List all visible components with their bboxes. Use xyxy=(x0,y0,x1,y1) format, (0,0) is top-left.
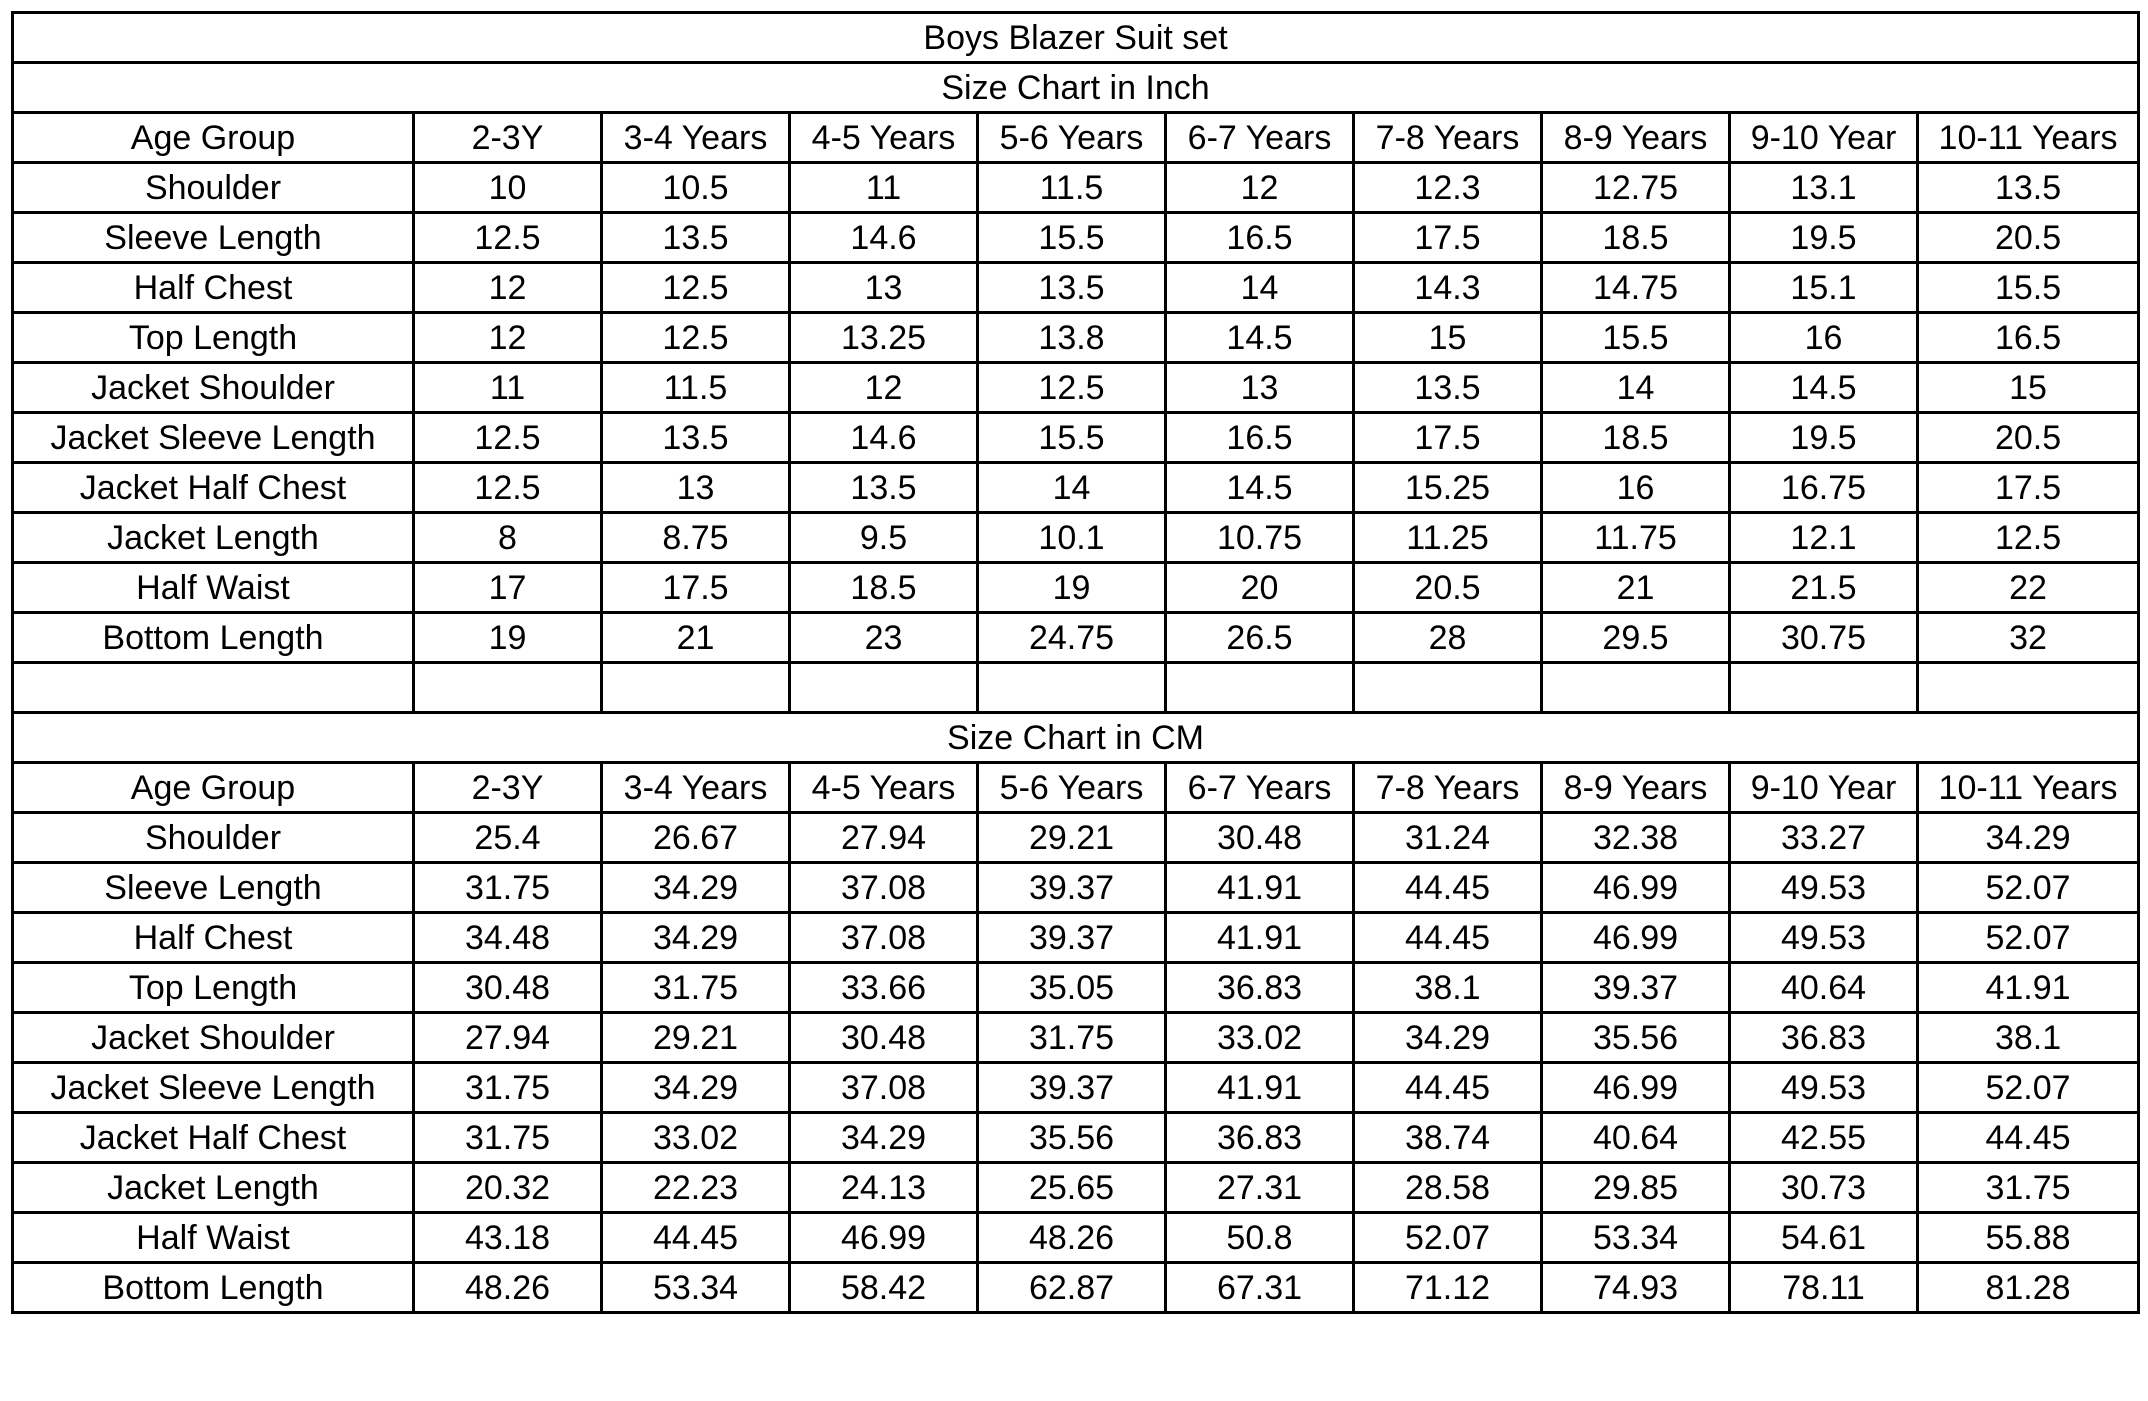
inch-cell: 13.5 xyxy=(1354,363,1542,413)
inch-cell: 17.5 xyxy=(602,563,790,613)
inch-cell: 29.5 xyxy=(1542,613,1730,663)
inch-cell: 14 xyxy=(978,463,1166,513)
cm-cell: 44.45 xyxy=(1354,863,1542,913)
cm-cell: 24.13 xyxy=(790,1163,978,1213)
cm-row-jacket-half-chest xyxy=(13,1113,2139,1163)
empty-cell xyxy=(414,663,602,713)
inch-cell: 19 xyxy=(414,613,602,663)
inch-cell: 9-10 Year xyxy=(1730,113,1918,163)
inch-cell: 12.5 xyxy=(414,413,602,463)
cm-cell: 39.37 xyxy=(978,863,1166,913)
cm-cell: 33.66 xyxy=(790,963,978,1013)
inch-cell: 14.5 xyxy=(1730,363,1918,413)
cm-cell: 46.99 xyxy=(1542,863,1730,913)
cm-row-label: Shoulder xyxy=(13,813,414,863)
cm-cell: 31.75 xyxy=(602,963,790,1013)
inch-cell: 14 xyxy=(1542,363,1730,413)
inch-cell: 12.5 xyxy=(414,213,602,263)
inch-cell: 21 xyxy=(1542,563,1730,613)
inch-cell: 7-8 Years xyxy=(1354,113,1542,163)
cm-cell: 27.94 xyxy=(790,813,978,863)
inch-cell: 11.25 xyxy=(1354,513,1542,563)
inch-cell: 8 xyxy=(414,513,602,563)
inch-row-label: Jacket Sleeve Length xyxy=(13,413,414,463)
inch-row-label: Shoulder xyxy=(13,163,414,213)
cm-cell: 31.75 xyxy=(1918,1163,2139,1213)
cm-cell: 32.38 xyxy=(1542,813,1730,863)
inch-row-label: Sleeve Length xyxy=(13,213,414,263)
empty-cell xyxy=(602,663,790,713)
inch-cell: 10-11 Years xyxy=(1918,113,2139,163)
inch-row-label: Top Length xyxy=(13,313,414,363)
inch-cell: 12 xyxy=(1166,163,1354,213)
cm-cell: 30.48 xyxy=(790,1013,978,1063)
cm-cell: 30.73 xyxy=(1730,1163,1918,1213)
cm-cell: 50.8 xyxy=(1166,1213,1354,1263)
cm-cell: 6-7 Years xyxy=(1166,763,1354,813)
cm-cell: 34.29 xyxy=(602,863,790,913)
inch-cell: 30.75 xyxy=(1730,613,1918,663)
cm-cell: 48.26 xyxy=(978,1213,1166,1263)
cm-row-half-waist xyxy=(13,1213,2139,1263)
inch-cell: 10 xyxy=(414,163,602,213)
cm-cell: 5-6 Years xyxy=(978,763,1166,813)
cm-cell: 34.29 xyxy=(790,1113,978,1163)
inch-cell: 14.5 xyxy=(1166,313,1354,363)
inch-cell: 17.5 xyxy=(1354,213,1542,263)
inch-cell: 15.25 xyxy=(1354,463,1542,513)
inch-cell: 11 xyxy=(790,163,978,213)
inch-cell: 2-3Y xyxy=(414,113,602,163)
cm-cell: 40.64 xyxy=(1542,1113,1730,1163)
cm-cell: 34.29 xyxy=(602,913,790,963)
cm-row-label: Sleeve Length xyxy=(13,863,414,913)
inch-cell: 13 xyxy=(602,463,790,513)
cm-cell: 33.02 xyxy=(602,1113,790,1163)
inch-row-label: Jacket Half Chest xyxy=(13,463,414,513)
cm-cell: 38.74 xyxy=(1354,1113,1542,1163)
inch-cell: 32 xyxy=(1918,613,2139,663)
inch-cell: 15.5 xyxy=(978,413,1166,463)
title-row xyxy=(13,13,2139,63)
inch-cell: 15 xyxy=(1918,363,2139,413)
cm-cell: 53.34 xyxy=(602,1263,790,1313)
cm-cell: 2-3Y xyxy=(414,763,602,813)
cm-cell: 20.32 xyxy=(414,1163,602,1213)
cm-cell: 31.75 xyxy=(978,1013,1166,1063)
inch-cell: 15.5 xyxy=(1918,263,2139,313)
empty-cell xyxy=(1918,663,2139,713)
inch-row-label: Half Waist xyxy=(13,563,414,613)
inch-cell: 13.5 xyxy=(978,263,1166,313)
inch-cell: 19.5 xyxy=(1730,413,1918,463)
inch-chart-caption: Size Chart in Inch xyxy=(13,63,2139,113)
cm-cell: 34.29 xyxy=(602,1063,790,1113)
cm-cell: 74.93 xyxy=(1542,1263,1730,1313)
cm-cell: 29.21 xyxy=(602,1013,790,1063)
cm-cell: 39.37 xyxy=(1542,963,1730,1013)
cm-caption-row xyxy=(13,713,2139,763)
cm-cell: 54.61 xyxy=(1730,1213,1918,1263)
cm-cell: 33.02 xyxy=(1166,1013,1354,1063)
cm-cell: 48.26 xyxy=(414,1263,602,1313)
cm-cell: 44.45 xyxy=(1918,1113,2139,1163)
inch-cell: 13.8 xyxy=(978,313,1166,363)
cm-cell: 40.64 xyxy=(1730,963,1918,1013)
cm-row-label: Bottom Length xyxy=(13,1263,414,1313)
cm-row-label: Half Chest xyxy=(13,913,414,963)
inch-caption-row xyxy=(13,63,2139,113)
cm-row-jacket-shoulder xyxy=(13,1013,2139,1063)
cm-cell: 52.07 xyxy=(1354,1213,1542,1263)
inch-cell: 12.3 xyxy=(1354,163,1542,213)
inch-cell: 11.5 xyxy=(978,163,1166,213)
cm-cell: 41.91 xyxy=(1918,963,2139,1013)
cm-cell: 35.56 xyxy=(978,1113,1166,1163)
cm-cell: 10-11 Years xyxy=(1918,763,2139,813)
inch-cell: 15.5 xyxy=(1542,313,1730,363)
inch-cell: 14.6 xyxy=(790,413,978,463)
cm-cell: 44.45 xyxy=(602,1213,790,1263)
inch-row-jacket-shoulder xyxy=(13,363,2139,413)
cm-cell: 29.85 xyxy=(1542,1163,1730,1213)
cm-cell: 31.75 xyxy=(414,863,602,913)
inch-cell: 13.5 xyxy=(790,463,978,513)
inch-cell: 9.5 xyxy=(790,513,978,563)
inch-cell: 14.6 xyxy=(790,213,978,263)
inch-cell: 12.5 xyxy=(414,463,602,513)
cm-row-label: Half Waist xyxy=(13,1213,414,1263)
inch-cell: 17 xyxy=(414,563,602,613)
size-chart-body xyxy=(13,13,2139,1313)
cm-row-top-length xyxy=(13,963,2139,1013)
cm-row-bottom-length xyxy=(13,1263,2139,1313)
cm-cell: 49.53 xyxy=(1730,863,1918,913)
size-chart-table xyxy=(11,11,2140,1314)
inch-cell: 11 xyxy=(414,363,602,413)
inch-row-half-chest xyxy=(13,263,2139,313)
cm-cell: 38.1 xyxy=(1918,1013,2139,1063)
inch-row-jacket-sleeve-length xyxy=(13,413,2139,463)
cm-row-label: Jacket Length xyxy=(13,1163,414,1213)
cm-cell: 49.53 xyxy=(1730,1063,1918,1113)
cm-cell: 27.31 xyxy=(1166,1163,1354,1213)
cm-row-label: Jacket Sleeve Length xyxy=(13,1063,414,1113)
inch-cell: 5-6 Years xyxy=(978,113,1166,163)
cm-cell: 26.67 xyxy=(602,813,790,863)
cm-row-shoulder xyxy=(13,813,2139,863)
inch-cell: 15 xyxy=(1354,313,1542,363)
inch-cell: 28 xyxy=(1354,613,1542,663)
empty-cell xyxy=(978,663,1166,713)
cm-cell: 34.29 xyxy=(1918,813,2139,863)
inch-cell: 21.5 xyxy=(1730,563,1918,613)
cm-cell: 36.83 xyxy=(1730,1013,1918,1063)
inch-cell: 20.5 xyxy=(1354,563,1542,613)
inch-row-label: Jacket Length xyxy=(13,513,414,563)
empty-cell xyxy=(1166,663,1354,713)
inch-cell: 16.5 xyxy=(1166,213,1354,263)
inch-cell: 18.5 xyxy=(1542,213,1730,263)
inch-cell: 10.1 xyxy=(978,513,1166,563)
inch-cell: 8.75 xyxy=(602,513,790,563)
cm-cell: 46.99 xyxy=(790,1213,978,1263)
inch-row-label: Bottom Length xyxy=(13,613,414,663)
cm-cell: 31.75 xyxy=(414,1063,602,1113)
cm-cell: 46.99 xyxy=(1542,913,1730,963)
inch-cell: 13.5 xyxy=(602,213,790,263)
inch-cell: 16.5 xyxy=(1918,313,2139,363)
inch-cell: 22 xyxy=(1918,563,2139,613)
inch-cell: 24.75 xyxy=(978,613,1166,663)
cm-cell: 22.23 xyxy=(602,1163,790,1213)
inch-cell: 16 xyxy=(1542,463,1730,513)
empty-cell xyxy=(1354,663,1542,713)
inch-cell: 14.75 xyxy=(1542,263,1730,313)
cm-cell: 81.28 xyxy=(1918,1263,2139,1313)
inch-cell: 12.75 xyxy=(1542,163,1730,213)
inch-cell: 13.1 xyxy=(1730,163,1918,213)
cm-cell: 36.83 xyxy=(1166,963,1354,1013)
inch-cell: 19 xyxy=(978,563,1166,613)
cm-cell: 25.65 xyxy=(978,1163,1166,1213)
cm-cell: 35.56 xyxy=(1542,1013,1730,1063)
inch-cell: 12.5 xyxy=(1918,513,2139,563)
cm-cell: 29.21 xyxy=(978,813,1166,863)
empty-cell xyxy=(790,663,978,713)
inch-row-jacket-half-chest xyxy=(13,463,2139,513)
cm-cell: 43.18 xyxy=(414,1213,602,1263)
inch-cell: 13.25 xyxy=(790,313,978,363)
cm-cell: 38.1 xyxy=(1354,963,1542,1013)
cm-cell: 41.91 xyxy=(1166,1063,1354,1113)
cm-cell: 71.12 xyxy=(1354,1263,1542,1313)
cm-cell: 3-4 Years xyxy=(602,763,790,813)
spacer-row xyxy=(13,663,2139,713)
inch-cell: 12.5 xyxy=(978,363,1166,413)
cm-cell: 30.48 xyxy=(414,963,602,1013)
cm-cell: 49.53 xyxy=(1730,913,1918,963)
cm-row-label: Age Group xyxy=(13,763,414,813)
inch-cell: 18.5 xyxy=(790,563,978,613)
inch-cell: 6-7 Years xyxy=(1166,113,1354,163)
inch-cell: 4-5 Years xyxy=(790,113,978,163)
empty-cell xyxy=(13,663,414,713)
cm-row-jacket-sleeve-length xyxy=(13,1063,2139,1113)
inch-row-half-waist xyxy=(13,563,2139,613)
cm-cell: 7-8 Years xyxy=(1354,763,1542,813)
cm-row-jacket-length xyxy=(13,1163,2139,1213)
cm-cell: 52.07 xyxy=(1918,863,2139,913)
inch-cell: 14 xyxy=(1166,263,1354,313)
inch-cell: 12.5 xyxy=(602,313,790,363)
inch-row-label: Half Chest xyxy=(13,263,414,313)
inch-cell: 13.5 xyxy=(1918,163,2139,213)
cm-row-half-chest xyxy=(13,913,2139,963)
inch-cell: 15.5 xyxy=(978,213,1166,263)
inch-cell: 16 xyxy=(1730,313,1918,363)
inch-cell: 23 xyxy=(790,613,978,663)
empty-cell xyxy=(1730,663,1918,713)
inch-cell: 13.5 xyxy=(602,413,790,463)
inch-cell: 10.5 xyxy=(602,163,790,213)
cm-cell: 44.45 xyxy=(1354,1063,1542,1113)
cm-cell: 78.11 xyxy=(1730,1263,1918,1313)
inch-cell: 14.5 xyxy=(1166,463,1354,513)
inch-row-jacket-length xyxy=(13,513,2139,563)
cm-chart-caption: Size Chart in CM xyxy=(13,713,2139,763)
inch-row-label: Age Group xyxy=(13,113,414,163)
inch-row-sleeve-length xyxy=(13,213,2139,263)
cm-cell: 42.55 xyxy=(1730,1113,1918,1163)
inch-cell: 18.5 xyxy=(1542,413,1730,463)
inch-row-shoulder xyxy=(13,163,2139,213)
cm-cell: 55.88 xyxy=(1918,1213,2139,1263)
inch-cell: 11.75 xyxy=(1542,513,1730,563)
inch-row-top-length xyxy=(13,313,2139,363)
inch-cell: 12.1 xyxy=(1730,513,1918,563)
inch-cell: 12.5 xyxy=(602,263,790,313)
inch-cell: 14.3 xyxy=(1354,263,1542,313)
inch-cell: 13 xyxy=(1166,363,1354,413)
cm-cell: 35.05 xyxy=(978,963,1166,1013)
inch-cell: 17.5 xyxy=(1918,463,2139,513)
cm-cell: 41.91 xyxy=(1166,863,1354,913)
cm-cell: 37.08 xyxy=(790,863,978,913)
inch-header-row xyxy=(13,113,2139,163)
inch-cell: 19.5 xyxy=(1730,213,1918,263)
inch-row-bottom-length xyxy=(13,613,2139,663)
inch-cell: 16.75 xyxy=(1730,463,1918,513)
cm-cell: 25.4 xyxy=(414,813,602,863)
chart-title: Boys Blazer Suit set xyxy=(13,13,2139,63)
cm-cell: 67.31 xyxy=(1166,1263,1354,1313)
cm-cell: 31.75 xyxy=(414,1113,602,1163)
cm-cell: 31.24 xyxy=(1354,813,1542,863)
cm-cell: 4-5 Years xyxy=(790,763,978,813)
inch-cell: 12 xyxy=(414,263,602,313)
cm-cell: 37.08 xyxy=(790,1063,978,1113)
inch-cell: 3-4 Years xyxy=(602,113,790,163)
inch-cell: 11.5 xyxy=(602,363,790,413)
cm-cell: 62.87 xyxy=(978,1263,1166,1313)
cm-row-sleeve-length xyxy=(13,863,2139,913)
cm-cell: 8-9 Years xyxy=(1542,763,1730,813)
cm-cell: 39.37 xyxy=(978,913,1166,963)
inch-cell: 26.5 xyxy=(1166,613,1354,663)
inch-row-label: Jacket Shoulder xyxy=(13,363,414,413)
inch-cell: 20 xyxy=(1166,563,1354,613)
inch-cell: 10.75 xyxy=(1166,513,1354,563)
inch-cell: 20.5 xyxy=(1918,413,2139,463)
cm-cell: 30.48 xyxy=(1166,813,1354,863)
inch-cell: 13 xyxy=(790,263,978,313)
cm-row-label: Jacket Shoulder xyxy=(13,1013,414,1063)
inch-cell: 16.5 xyxy=(1166,413,1354,463)
cm-cell: 41.91 xyxy=(1166,913,1354,963)
cm-cell: 37.08 xyxy=(790,913,978,963)
cm-cell: 58.42 xyxy=(790,1263,978,1313)
inch-cell: 8-9 Years xyxy=(1542,113,1730,163)
cm-cell: 36.83 xyxy=(1166,1113,1354,1163)
cm-cell: 44.45 xyxy=(1354,913,1542,963)
cm-cell: 34.48 xyxy=(414,913,602,963)
cm-cell: 34.29 xyxy=(1354,1013,1542,1063)
cm-row-label: Jacket Half Chest xyxy=(13,1113,414,1163)
cm-cell: 9-10 Year xyxy=(1730,763,1918,813)
inch-cell: 21 xyxy=(602,613,790,663)
empty-cell xyxy=(1542,663,1730,713)
cm-cell: 27.94 xyxy=(414,1013,602,1063)
inch-cell: 15.1 xyxy=(1730,263,1918,313)
inch-cell: 12 xyxy=(414,313,602,363)
cm-row-label: Top Length xyxy=(13,963,414,1013)
inch-cell: 20.5 xyxy=(1918,213,2139,263)
cm-cell: 46.99 xyxy=(1542,1063,1730,1113)
cm-header-row xyxy=(13,763,2139,813)
cm-cell: 52.07 xyxy=(1918,1063,2139,1113)
cm-cell: 39.37 xyxy=(978,1063,1166,1113)
cm-cell: 28.58 xyxy=(1354,1163,1542,1213)
cm-cell: 52.07 xyxy=(1918,913,2139,963)
inch-cell: 12 xyxy=(790,363,978,413)
cm-cell: 53.34 xyxy=(1542,1213,1730,1263)
inch-cell: 17.5 xyxy=(1354,413,1542,463)
cm-cell: 33.27 xyxy=(1730,813,1918,863)
